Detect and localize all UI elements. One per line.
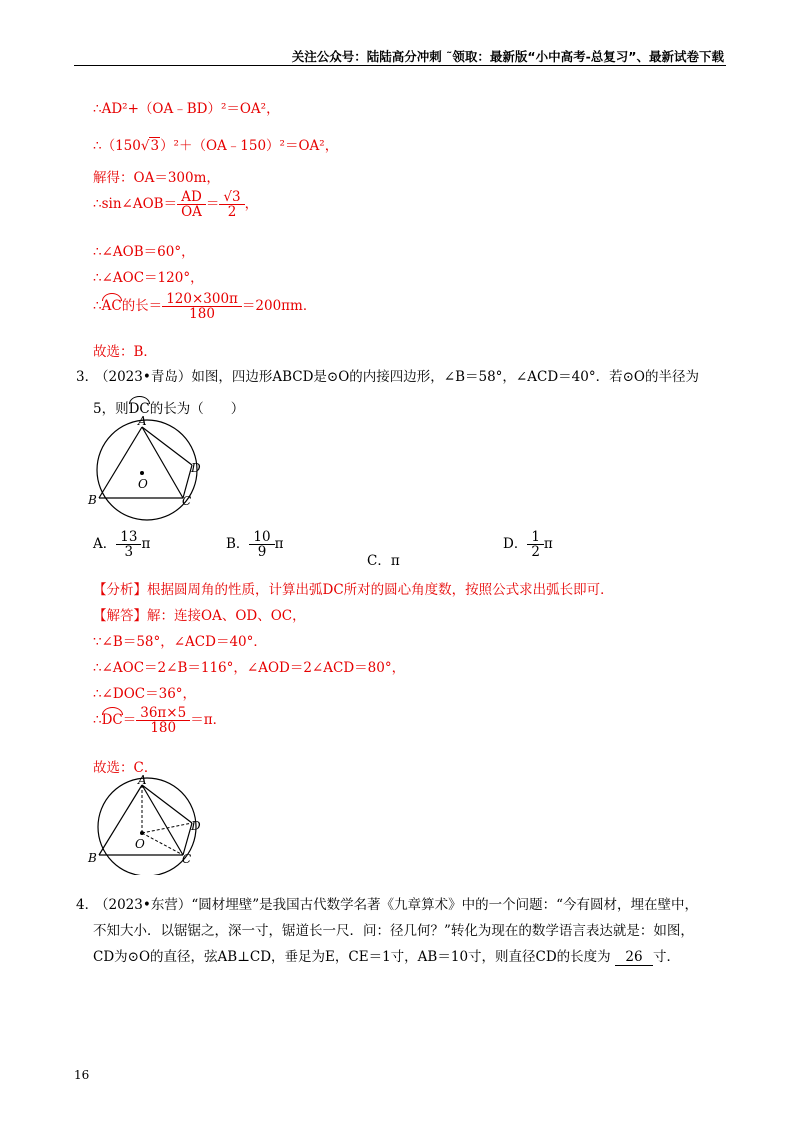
fraction-sqrt3-2: $\frac{√3}{2}$	[219, 190, 244, 219]
label-b-2: B	[88, 851, 97, 865]
page-number: 16	[74, 1068, 90, 1082]
header-divider	[74, 65, 726, 66]
arc-ac: AC	[101, 298, 122, 315]
sqrt-3: 3	[150, 138, 160, 154]
segment-ab	[99, 427, 142, 498]
center-point-2	[140, 831, 144, 835]
q4-stem-line-1: （2023•东营）“圆材埋壁”是我国古代数学名著《九章算术》中的一个问题：“今有圆材，埋在壁中，	[95, 897, 699, 913]
q4-stem-line-3: CD为⊙O的直径，弦AB⊥CD，垂足为E，CE＝1寸，AB＝10寸，则直径CD的长度为 26 寸．	[93, 949, 680, 965]
q3-stem-line-1: （2023•青岛）如图，四边形ABCD是⊙O的内接四边形，∠B＝58°，∠ACD＝40°．若⊙O的半径为	[95, 369, 699, 385]
label-c-2: C	[182, 852, 192, 866]
prev-line-4: ∴sin∠AOB＝ $\frac{AD}{OA}$ ＝ $\frac{√3}{2}$ ，	[93, 189, 259, 221]
q3-solution-step-1: ∵∠B＝58°，∠ACD＝40°．	[93, 634, 267, 650]
label-a: A	[138, 415, 147, 428]
prev-line-2: ∴（150√3）²＋（OA﹣150）²＝OA²，	[93, 138, 339, 154]
q4-number: 4．	[76, 897, 99, 913]
q3-solution-step-2: ∴∠AOC＝2∠B＝116°，∠AOD＝2∠ACD＝80°，	[93, 660, 406, 676]
arc-dc-solution: DC	[101, 712, 123, 729]
label-d: D	[191, 461, 201, 475]
center-point	[140, 471, 144, 475]
segment-ac	[142, 427, 183, 498]
prev-line-3: 解得：OA＝300m，	[93, 170, 220, 186]
label-c: C	[182, 494, 192, 508]
option-d[interactable]: D． $\frac{1}{2}$ π	[503, 529, 553, 561]
prev-line-7: ∴AC的长＝ $\frac{120\times 300\pi}{180}$ ＝200πm．	[93, 291, 317, 323]
segment-ac-2	[142, 785, 183, 855]
q3-solution-figure	[85, 775, 210, 875]
answer-blank: 26	[615, 949, 653, 966]
label-d-2: D	[191, 819, 201, 833]
label-b: B	[88, 493, 97, 507]
option-a[interactable]: A． $\frac{13}{3}$ π	[93, 529, 151, 561]
fraction-dc-length: $\frac{36\pi\times 5}{180}$	[136, 706, 190, 735]
label-a-2: A	[138, 775, 147, 787]
label-o-2: O	[135, 837, 145, 851]
label-o: O	[138, 477, 148, 491]
q4-stem-line-2: 不知大小．以锯锯之，深一寸，锯道长一尺．问：径几何？”转化为现在的数学语言表达就是：如图，	[93, 923, 694, 939]
fraction-arc-length: $\frac{120\times 300\pi}{180}$	[162, 292, 242, 321]
prev-line-6: ∴∠AOC＝120°，	[93, 270, 204, 286]
q3-choice: 故选：C．	[93, 760, 158, 776]
q3-solution-step-4: ∴DC＝ $\frac{36\pi\times 5}{180}$ ＝π．	[93, 705, 227, 737]
q3-number: 3．	[76, 369, 99, 385]
option-c[interactable]: C．π	[367, 553, 400, 569]
page-header: 关注公众号：陆陆高分冲刺 ˜领取：最新版“小中高考-总复习”、最新试卷下载	[291, 49, 724, 64]
option-b[interactable]: B． $\frac{10}{9}$ π	[226, 529, 284, 561]
arc-dc: DC	[128, 401, 150, 417]
segment-ad	[142, 427, 192, 465]
q3-analysis: 【分析】根据圆周角的性质，计算出弧DC所对的圆心角度数，按照公式求出弧长即可．	[93, 582, 614, 598]
q3-solution-step-3: ∴∠DOC＝36°，	[93, 686, 197, 702]
fraction-ad-oa: $\frac{AD}{OA}$	[177, 190, 206, 219]
q3-figure	[85, 415, 210, 525]
prev-choice: 故选：B．	[93, 344, 157, 360]
prev-line-1: ∴AD²+（OA﹣BD）²＝OA²，	[93, 101, 280, 117]
prev-line-5: ∴∠AOB＝60°，	[93, 244, 195, 260]
segment-od-dashed	[142, 823, 192, 833]
q3-solution-heading: 【解答】解：连接OA、OD、OC，	[93, 608, 306, 624]
q3-stem-line-2: 5，则DC的长为（ ）	[93, 401, 245, 417]
segment-ad-2	[142, 785, 192, 823]
